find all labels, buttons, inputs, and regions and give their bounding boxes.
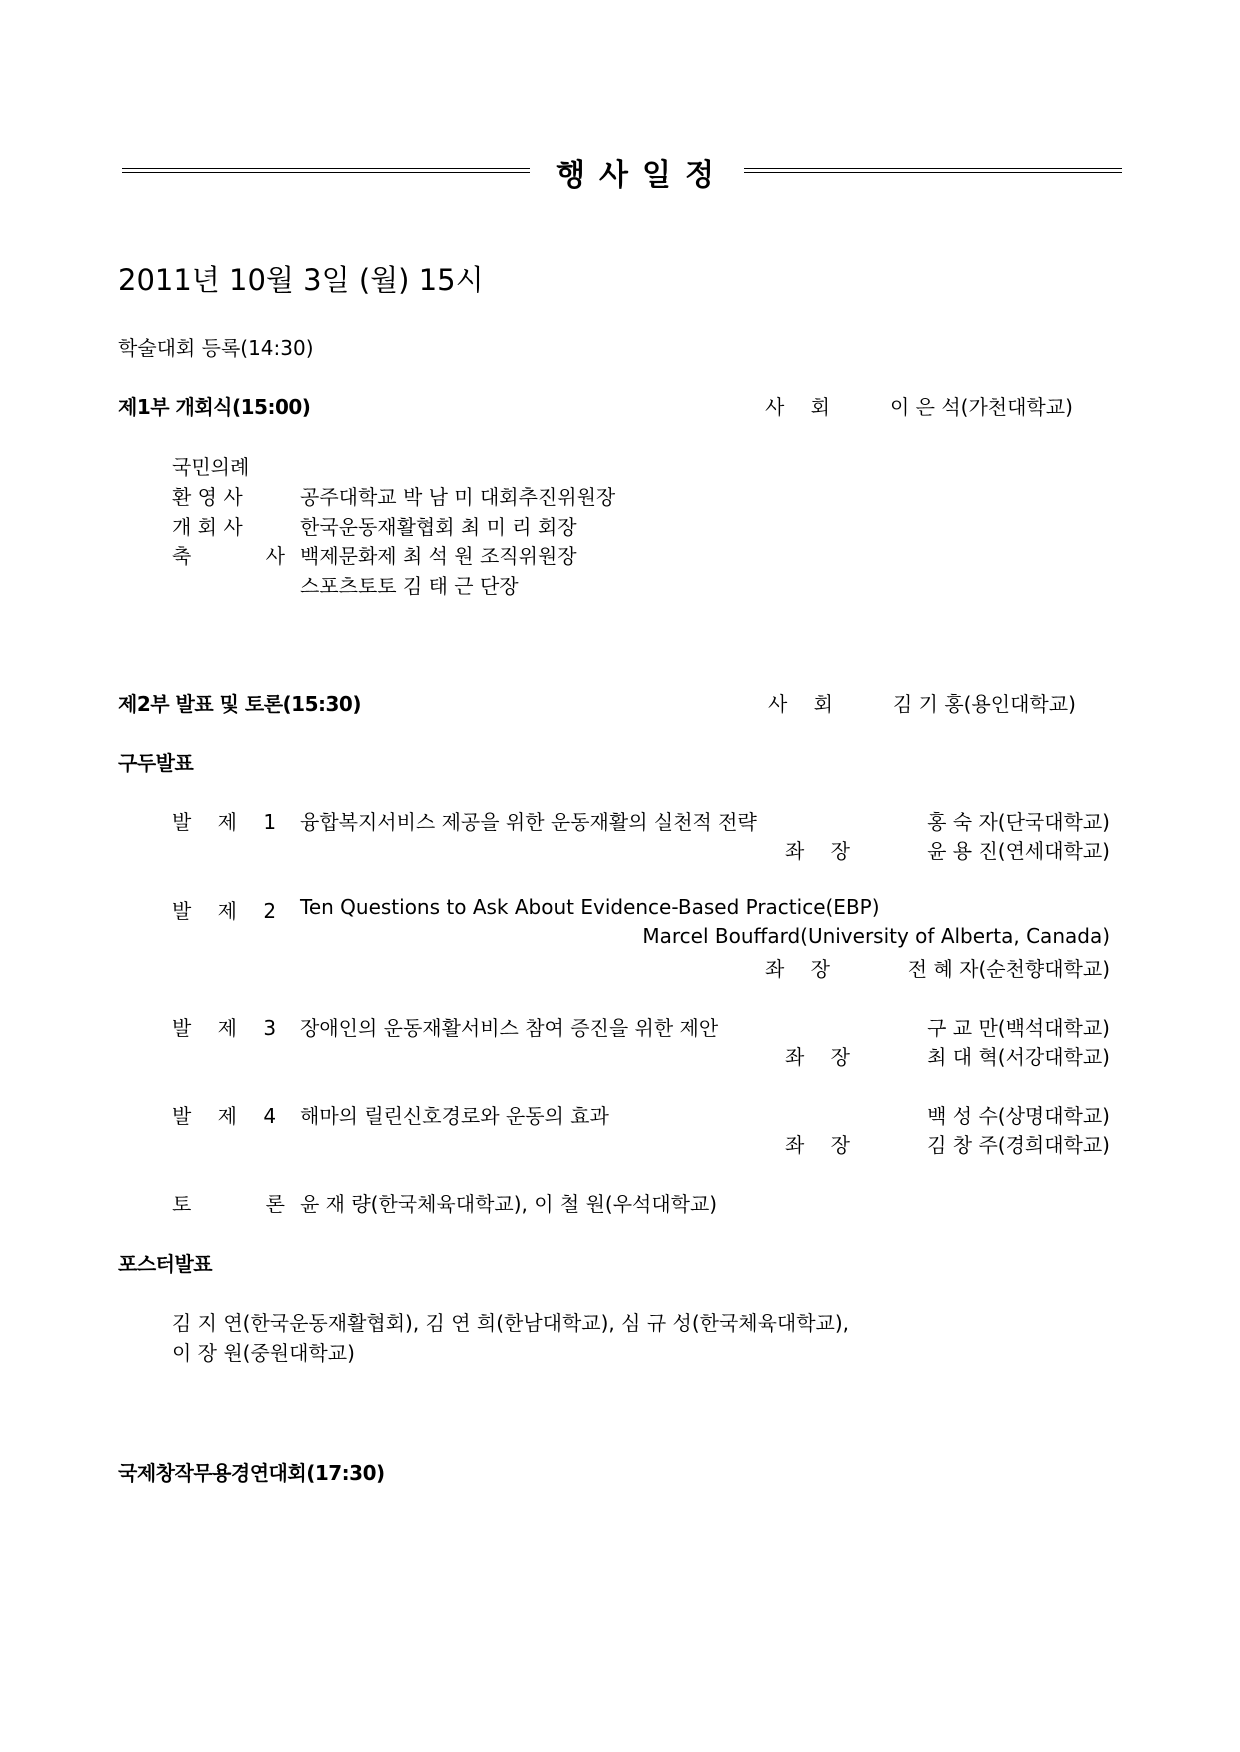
poster-line: 이 장 원(중원대학교) [172,1341,355,1365]
part1-item-label: 축 사 [172,544,319,568]
title-block [122,150,1122,193]
presentation-title: 장애인의 운동재활서비스 참여 증진을 위한 제안 [300,1016,719,1040]
presentation-label: 발 제 2 [172,899,287,923]
part1-item-label: 개 회 사 [172,515,243,539]
part2-heading: 제2부 발표 및 토론(15:30) [118,692,361,716]
part1-item-content: 스포츠토토 김 태 근 단장 [300,574,519,598]
presentation-label: 발 제 3 [172,1016,287,1040]
part1-item-label: 환 영 사 [172,485,243,509]
part1-heading: 제1부 개회식(15:00) [118,395,311,419]
part1-item-content: 백제문화제 최 석 원 조직위원장 [300,544,577,568]
part1-item-label: 국민의례 [172,455,250,479]
date-line: 2011년 10월 3일 (월) 15시 [118,263,484,297]
title-rule-right [744,168,1122,173]
part1-item-content: 한국운동재활협회 최 미 리 회장 [300,515,577,539]
presentation-chair: 김 창 주(경희대학교) [927,1133,1110,1157]
presentation-chair-label: 좌 장 [785,1045,860,1069]
presentation-presenter: 백 성 수(상명대학교) [927,1104,1110,1128]
presentation-chair-label: 좌 장 [765,957,840,981]
title-rule-left [122,168,530,173]
part2-moderator: 김 기 홍(용인대학교) [893,692,1076,716]
poster-line: 김 지 연(한국운동재활협회), 김 연 희(한남대학교), 심 규 성(한국체육대학교), [172,1311,850,1335]
discussion-label: 토 론 [172,1192,319,1216]
page-title: 행사일정 [556,158,728,193]
part2-moderator-label: 사 회 [768,692,843,716]
presentation-title: 융합복지서비스 제공을 위한 운동재활의 실천적 전략 [300,810,757,834]
discussion-panel: 윤 재 량(한국체육대학교), 이 철 원(우석대학교) [300,1192,718,1216]
presentation-title: Ten Questions to Ask About Evidence-Based Practice(EBP) [300,895,880,919]
presentation-presenter: Marcel Bouffard(University of Alberta, Canada) [642,924,1110,948]
presentation-presenter: 홍 숙 자(단국대학교) [927,810,1110,834]
registration-line: 학술대회 등록(14:30) [118,336,314,360]
part1-moderator-label: 사 회 [765,395,840,419]
presentation-title: 해마의 릴린신호경로와 운동의 효과 [300,1104,609,1128]
presentation-presenter: 구 교 만(백석대학교) [927,1016,1110,1040]
presentation-label: 발 제 1 [172,810,287,834]
part1-moderator: 이 은 석(가천대학교) [890,395,1073,419]
presentation-chair-label: 좌 장 [785,839,860,863]
presentation-chair: 전 혜 자(순천향대학교) [907,957,1110,981]
oral-heading: 구두발표 [118,751,194,775]
presentation-chair: 최 대 혁(서강대학교) [927,1045,1110,1069]
final-event: 국제창작무용경연대회(17:30) [118,1461,385,1485]
presentation-chair: 윤 용 진(연세대학교) [927,839,1110,863]
presentation-chair-label: 좌 장 [785,1133,860,1157]
part1-item-content: 공주대학교 박 남 미 대회추진위원장 [300,485,616,509]
poster-heading: 포스터발표 [118,1252,213,1276]
presentation-label: 발 제 4 [172,1104,287,1128]
